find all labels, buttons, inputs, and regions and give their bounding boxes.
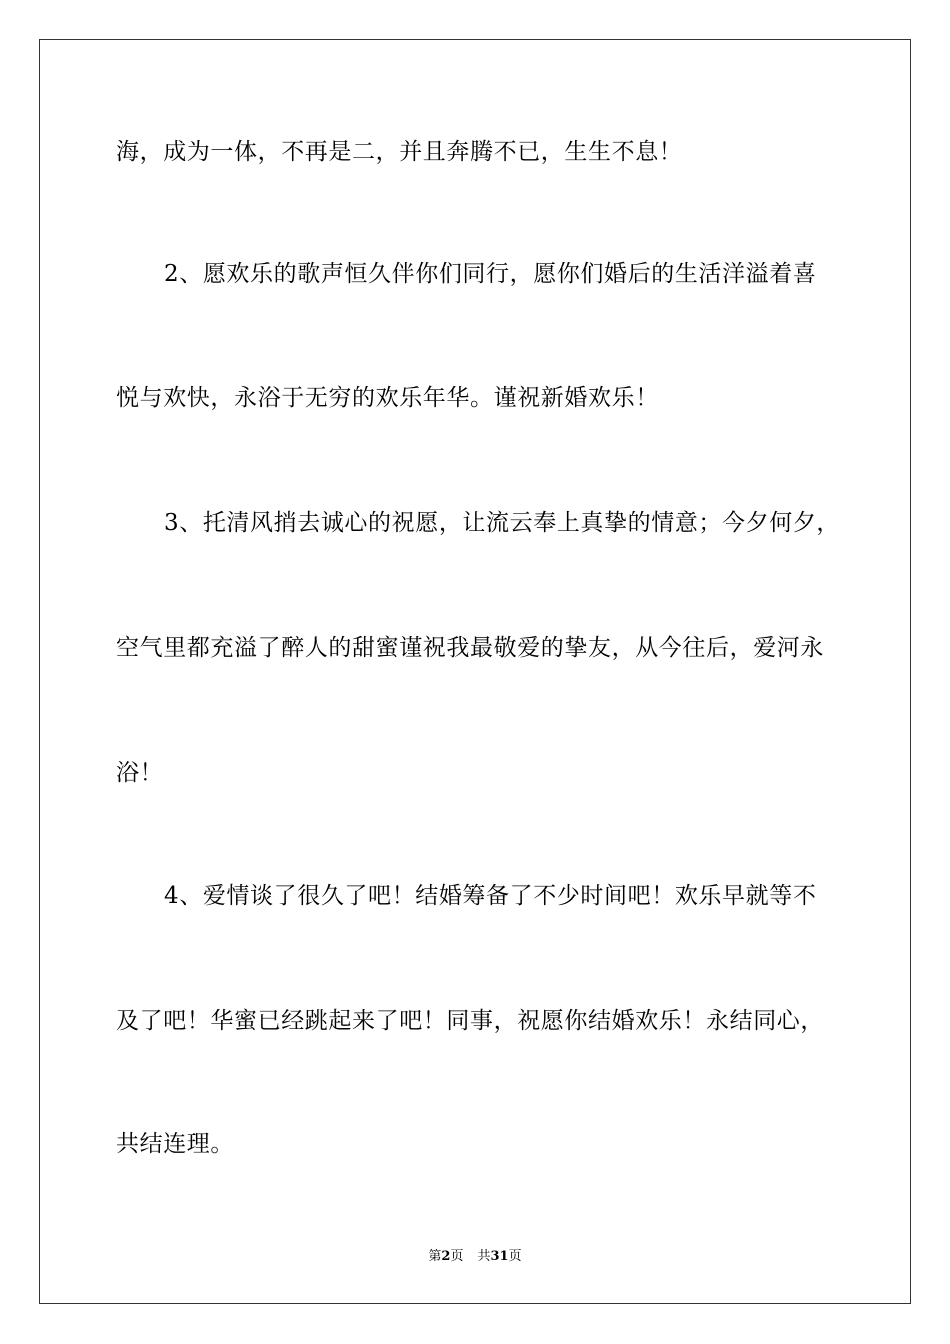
footer-page-number: 2: [441, 1249, 451, 1264]
text-line-6: 浴！: [116, 760, 164, 786]
footer-page-suffix: 页: [450, 1249, 464, 1264]
text-line-1: 海，成为一体，不再是二，并且奔腾不已，生生不息！: [116, 139, 683, 165]
text-line-2: 2、愿欢乐的歌声恒久伴你们同行，愿你们婚后的生活洋溢着喜: [164, 261, 817, 287]
text-line-4: 3、托清风捎去诚心的祝愿，让流云奉上真挚的情意；今夕何夕，: [164, 510, 841, 536]
text-line-7: 4、爱情谈了很久了吧！结婚筹备了不少时间吧！欢乐早就等不: [164, 883, 817, 909]
footer-total-pages: 31: [490, 1249, 509, 1264]
footer-total-prefix: 共: [477, 1249, 491, 1264]
page-border: [39, 39, 911, 1304]
text-line-8: 及了吧！华蜜已经跳起来了吧！同事，祝愿你结婚欢乐！永结同心，: [116, 1008, 824, 1034]
footer-page-prefix: 第: [428, 1249, 442, 1264]
text-line-5: 空气里都充溢了醉人的甜蜜谨祝我最敬爱的挚友，从今往后，爱河永: [116, 635, 824, 661]
page-footer: [0, 1248, 950, 1266]
text-line-3: 悦与欢快，永浴于无穷的欢乐年华。谨祝新婚欢乐！: [116, 385, 659, 411]
footer-total-suffix: 页: [508, 1249, 522, 1264]
text-line-9: 共结连理。: [116, 1131, 234, 1157]
